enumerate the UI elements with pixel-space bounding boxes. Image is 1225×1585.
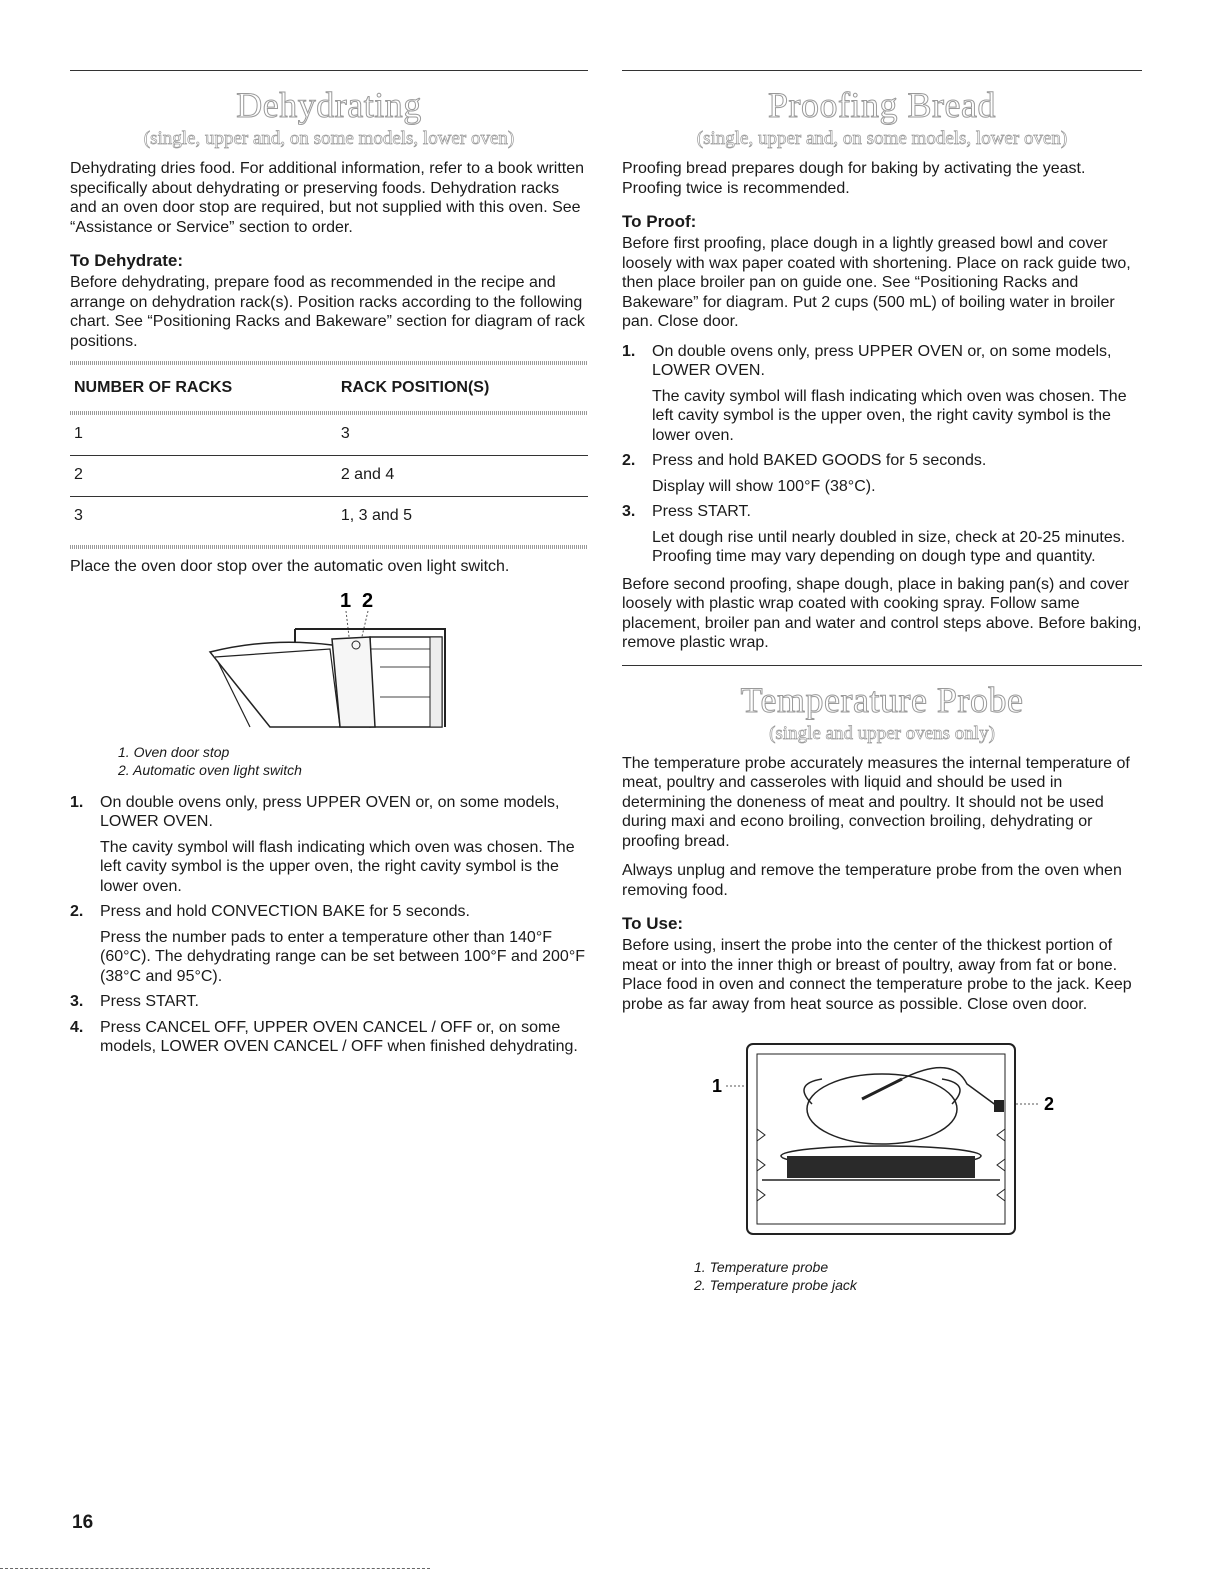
use-heading: To Use: bbox=[622, 914, 684, 933]
table-row bbox=[70, 497, 588, 538]
proofing-title: Proofing Bread bbox=[768, 85, 996, 125]
list-item bbox=[622, 502, 1142, 567]
step-number: 2. bbox=[70, 903, 84, 920]
step-text: Press START. bbox=[652, 503, 751, 520]
list-item bbox=[70, 992, 588, 1012]
list-item bbox=[70, 1018, 588, 1057]
step-text: Press and hold BAKED GOODS for 5 seconds. bbox=[652, 452, 987, 469]
proof-heading: To Proof: bbox=[622, 212, 697, 231]
table-cell: 3 bbox=[337, 415, 588, 456]
dehydrating-section bbox=[70, 70, 588, 1065]
proof-para: Before first proofing, place dough in a lightly greased bowl and cover loosely with wax paper coated with shortening. Place on rack guide two, then place broiler pan on guide one. See “Positioning Racks and Bakeware” for diagram. Put 2 cups (500 mL) of boiling water in broiler pan. Close door. bbox=[622, 235, 1131, 330]
figure-label-2: 2 bbox=[362, 589, 374, 612]
table-row bbox=[70, 456, 588, 497]
dehydrate-para: Before dehydrating, prepare food as recommended in the recipe and arrange on dehydration rack(s). Position racks according to the following chart. See “Positioning Racks and Bakeware” section for diagram of rack positions. bbox=[70, 274, 585, 350]
step-subtext: The cavity symbol will flash indicating which oven was chosen. The left cavity symbol is the upper oven, the right cavity symbol is the lower oven. bbox=[100, 838, 575, 895]
step-text: Press START. bbox=[100, 993, 199, 1010]
step-text: Press CANCEL OFF, UPPER OVEN CANCEL / OFF or, on some models, LOWER OVEN CANCEL / OFF when finished dehydrating. bbox=[100, 1018, 578, 1055]
dehydrating-subtitle: (single, upper and, on some models, lower oven) bbox=[143, 128, 515, 149]
proofing-after: Before second proofing, shape dough, place in baking pan(s) and cover loosely with plastic wrap coated with cooking spray. Follow same placement, broiler pan and water and control steps above. Before baking, remove plastic wrap. bbox=[622, 575, 1142, 651]
table-cell: 2 bbox=[70, 456, 337, 497]
probe-subtitle: (single and upper ovens only) bbox=[769, 722, 995, 744]
figure-caption: 1. Oven door stop bbox=[118, 743, 230, 760]
figure-label-1: 1 bbox=[712, 1076, 723, 1096]
figure-caption: 1. Temperature probe bbox=[694, 1259, 829, 1275]
proofing-subtitle: (single, upper and, on some models, lower oven) bbox=[696, 128, 1068, 149]
step-number: 3. bbox=[70, 993, 84, 1010]
step-subtext: Let dough rise until nearly doubled in size, check at 20-25 minutes. Proofing time may vary depending on dough type and quantity. bbox=[652, 528, 1126, 565]
step-number: 1. bbox=[70, 793, 84, 811]
probe-intro: The temperature probe accurately measures the internal temperature of meat, poultry and casseroles with liquid and should be used in determining the doneness of meat and poultry. It should not be used during maxi and econo broiling, convection broiling, dehydrating or proofing bread. bbox=[622, 754, 1130, 850]
list-item bbox=[70, 902, 588, 986]
dehydrate-steps bbox=[70, 793, 588, 1057]
step-number: 1. bbox=[622, 342, 636, 360]
table-row bbox=[70, 415, 588, 456]
proofing-section bbox=[622, 70, 1142, 1294]
list-item bbox=[622, 342, 1142, 446]
step-number: 2. bbox=[622, 452, 636, 469]
section-rule bbox=[622, 70, 1142, 71]
step-number: 4. bbox=[70, 1018, 84, 1036]
probe-title: Temperature Probe bbox=[740, 679, 1024, 720]
step-text: On double ovens only, press UPPER OVEN or, on some models, LOWER OVEN. bbox=[100, 793, 560, 830]
page-number: 16 bbox=[72, 1512, 94, 1533]
step-number: 3. bbox=[622, 503, 636, 520]
figure-caption: 2. Temperature probe jack bbox=[694, 1277, 857, 1293]
table-cell: 1, 3 and 5 bbox=[340, 507, 412, 524]
dehydrating-title: Dehydrating bbox=[236, 85, 422, 125]
table-bottom-border bbox=[70, 545, 588, 549]
table-cell: 1 bbox=[70, 415, 337, 456]
step-subtext: Press the number pads to enter a temperature other than 140°F (60°C). The dehydrating range can be set between 100°F and 200°F (38°C and 95°C). bbox=[100, 928, 585, 985]
table-header: NUMBER OF RACKS bbox=[74, 379, 233, 396]
list-item bbox=[70, 793, 588, 897]
figure-caption: 2. Automatic oven light switch bbox=[118, 761, 302, 778]
step-text: On double ovens only, press UPPER OVEN or, on some models, LOWER OVEN. bbox=[652, 342, 1112, 379]
table-cell: 2 and 4 bbox=[337, 456, 588, 497]
section-rule bbox=[622, 665, 1142, 666]
dehydrating-intro: Dehydrating dries food. For additional information, refer to a book written specifically about dehydrating or preserving foods. Dehydration racks and an oven door stop are required, but not supplied with this oven. See “Assistance or Service” section to order. bbox=[70, 160, 585, 236]
list-item bbox=[622, 451, 1142, 496]
figure-label-1: 1 bbox=[340, 589, 352, 612]
dehydrate-heading: To Dehydrate: bbox=[70, 251, 184, 270]
proofing-intro: Proofing bread prepares dough for baking by activating the yeast. Proofing twice is recommended. bbox=[622, 160, 1086, 197]
table-header: RACK POSITION(S) bbox=[340, 379, 490, 396]
probe-intro-2: Always unplug and remove the temperature probe from the oven when removing food. bbox=[622, 862, 1122, 899]
table-top-border bbox=[70, 361, 588, 365]
step-subtext: The cavity symbol will flash indicating which oven was chosen. The left cavity symbol is the upper oven, the right cavity symbol is the lower oven. bbox=[652, 387, 1127, 444]
section-rule bbox=[70, 70, 588, 71]
figure-label-2: 2 bbox=[1044, 1094, 1055, 1114]
step-text: Press and hold CONVECTION BAKE for 5 seconds. bbox=[100, 903, 470, 920]
door-stop-text: Place the oven door stop over the automatic oven light switch. bbox=[70, 558, 510, 575]
use-para: Before using, insert the probe into the center of the thickest portion of meat or into the inner thigh or breast of poultry, away from fat or bone. Place food in oven and connect the temperature probe to the jack. Keep probe as far away from heat source as possible. Close oven door. bbox=[622, 937, 1132, 1013]
table-cell: 3 bbox=[74, 507, 83, 524]
oven-door-stop-illustration bbox=[70, 587, 588, 737]
proof-steps bbox=[622, 342, 1142, 567]
temperature-probe-illustration bbox=[622, 1024, 1142, 1244]
step-subtext: Display will show 100°F (38°C). bbox=[652, 477, 876, 495]
footer-rule bbox=[0, 1568, 430, 1569]
rack-table bbox=[70, 371, 588, 537]
